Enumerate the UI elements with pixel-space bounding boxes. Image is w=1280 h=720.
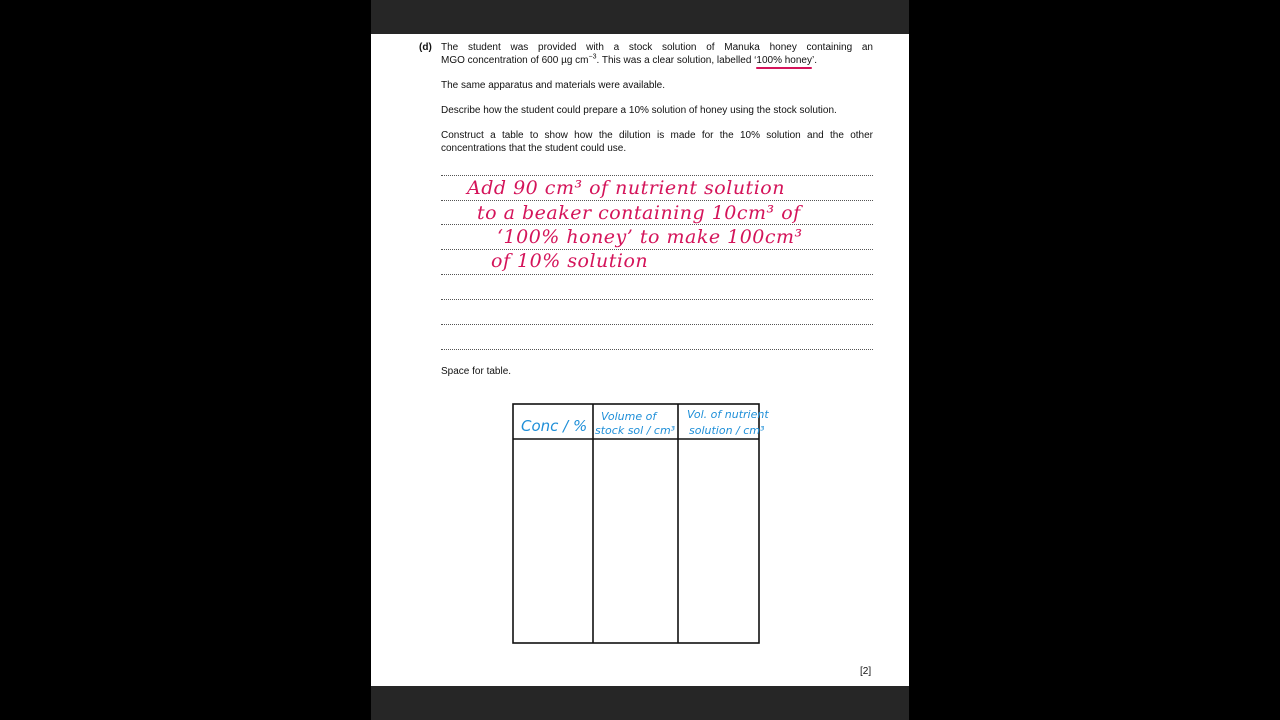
table-grid bbox=[513, 404, 759, 643]
honey-label-text: 100% honey bbox=[756, 54, 812, 66]
exam-page bbox=[371, 34, 909, 686]
header-conc: Conc / % bbox=[521, 417, 588, 435]
red-underline-mark bbox=[756, 67, 812, 69]
honey-label bbox=[756, 55, 812, 66]
answer-line-3: ‘100% honey’ to make 100cm³ bbox=[497, 226, 803, 248]
answer-line bbox=[441, 274, 873, 275]
question-intro bbox=[441, 42, 873, 67]
answer-line-1: Add 90 cm³ of nutrient solution bbox=[467, 177, 785, 199]
answer-line bbox=[441, 175, 873, 176]
label-close-text: ’. bbox=[812, 54, 817, 66]
space-for-table-label: Space for table. bbox=[441, 366, 512, 377]
answer-line-4: of 10% solution bbox=[491, 250, 649, 272]
question-intro-line-1: The student was provided with a stock solution of Manuka honey containing an bbox=[441, 42, 873, 53]
question-intro-line-2 bbox=[441, 55, 873, 68]
bottom-bar bbox=[371, 686, 909, 720]
answer-line bbox=[441, 200, 873, 201]
describe-instruction: Describe how the student could prepare a 10% solution of honey using the stock solution. bbox=[441, 105, 837, 116]
header-vol-nutrient-line-2: solution / cm³ bbox=[689, 424, 765, 437]
header-vol-nutrient-line-1: Vol. of nutrient bbox=[687, 408, 769, 421]
header-volume-stock-line-1: Volume of bbox=[601, 410, 657, 423]
table-border bbox=[513, 404, 759, 643]
header-volume-stock-line-2: stock sol / cm³ bbox=[595, 424, 676, 437]
answer-line bbox=[441, 349, 873, 350]
unit-superscript: −3 bbox=[588, 53, 597, 61]
construct-instruction: Construct a table to show how the dilution is made for the 10% solution and the other concentrations that the student could use. bbox=[441, 130, 873, 154]
answer-line bbox=[441, 324, 873, 325]
top-bar bbox=[371, 0, 909, 34]
dilution-table bbox=[511, 402, 769, 645]
concentration-text: MGO concentration of 600 µg cm bbox=[441, 54, 589, 66]
clear-solution-text: . This was a clear solution, labelled ‘ bbox=[596, 54, 757, 66]
apparatus-text: The same apparatus and materials were available. bbox=[441, 80, 666, 91]
answer-line bbox=[441, 224, 873, 225]
answer-line-2: to a beaker containing 10cm³ of bbox=[477, 202, 801, 224]
question-label: (d) bbox=[419, 42, 432, 53]
answer-line bbox=[441, 299, 873, 300]
marks-label: [2] bbox=[860, 666, 872, 677]
